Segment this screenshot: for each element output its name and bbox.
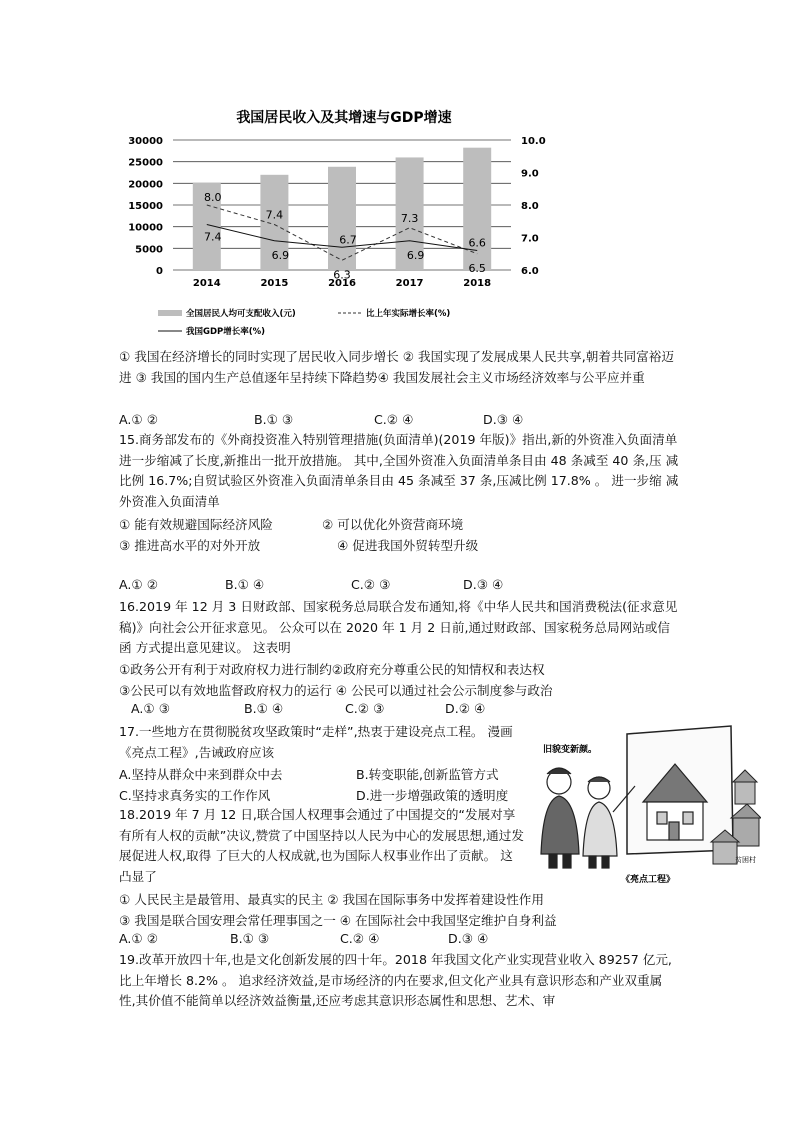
cartoon-speech-text: 旧貌变新颜。 bbox=[543, 745, 598, 755]
x-tick-label: 2014 bbox=[192, 278, 221, 289]
gdp-growth-label: 6.9 bbox=[406, 248, 425, 262]
q17-option-a[interactable]: A.坚持从群众中来到群众中去 bbox=[119, 767, 283, 782]
right-tick-label: 7.0 bbox=[521, 233, 539, 245]
q17-stem: 17.一些地方在贯彻脱贫攻坚政策时“走样”,热衷于建设亮点工程。 漫画《亮点工程》,告诫政府应该 bbox=[119, 724, 513, 760]
cartoon-caption: 《亮点工程》 bbox=[620, 875, 676, 885]
q15-option-a[interactable]: A.① ② bbox=[119, 577, 158, 592]
left-tick-label: 0 bbox=[156, 266, 163, 277]
q14-option-a[interactable]: A.① ② bbox=[119, 412, 158, 427]
q15-statement-1: ① 能有效规避国际经济风险 bbox=[119, 517, 273, 532]
income-growth-label: 8.0 bbox=[204, 191, 222, 204]
q17-option-d[interactable]: D.进一步增强政策的透明度 bbox=[356, 788, 509, 803]
q14-option-d[interactable]: D.③ ④ bbox=[483, 412, 524, 427]
cartoon-liangdian-gongcheng bbox=[535, 722, 761, 888]
q15-statement-4: ④ 促进我国外贸转型升级 bbox=[337, 538, 479, 553]
q18-option-c[interactable]: C.② ④ bbox=[340, 931, 380, 946]
q14-option-c[interactable]: C.② ④ bbox=[374, 412, 414, 427]
legend-solid-label: 我国GDP增长率(%) bbox=[186, 327, 266, 337]
q15-statement-3: ③ 推进高水平的对外开放 bbox=[119, 538, 261, 553]
gdp-growth-label: 7.4 bbox=[204, 230, 222, 244]
right-tick-label: 9.0 bbox=[521, 168, 539, 180]
left-tick-label: 30000 bbox=[128, 136, 163, 147]
q17-option-c[interactable]: C.坚持求真务实的工作作风 bbox=[119, 788, 271, 803]
legend-bar-label: 全国居民人均可支配收入(元) bbox=[186, 309, 296, 319]
q15-stem: 15.商务部发布的《外商投资准入特别管理措施(负面清单)(2019 年版)》指出,新的外资准入负面清单进一步缩减了长度,新推出一批开放措施。 其中,全国外资准入负面清单条目由 48 条减至 40 条,压 减比例 16.7%;自贸试验区外资准入负面清单条目由 45 条减至 37 条,压减比例 17.8% 。 进一步缩 减外资准入负面清单 bbox=[119, 432, 679, 509]
chart-legend bbox=[158, 308, 450, 337]
q16-option-b[interactable]: B.① ④ bbox=[244, 701, 284, 716]
right-tick-label: 8.0 bbox=[521, 201, 539, 212]
x-tick-label: 2017 bbox=[395, 278, 424, 289]
q16-statements-1-2: ①政务公开有利于对政府权力进行制约②政府充分尊重公民的知情权和表达权 bbox=[119, 662, 545, 677]
q16-option-c[interactable]: C.② ③ bbox=[345, 701, 385, 716]
q17-option-b[interactable]: B.转变职能,创新监管方式 bbox=[356, 767, 499, 782]
cartoon-sign-text: 贫困村 bbox=[735, 856, 756, 864]
q19-stem: 19.改革开放四十年,也是文化创新发展的四十年。2018 年我国文化产业实现营业收入 89257 亿元,比上年增长 8.2% 。 追求经济效益,是市场经济的内在要求,但文化产业具有意识形态和产业双重属 性,其价值不能简单以经济效益衡量,还应考虑其意识形态属性和思想、艺术、审 bbox=[119, 952, 672, 1008]
legend-bar-swatch bbox=[158, 310, 182, 316]
q18-stem: 18.2019 年 7 月 12 日,联合国人权理事会通过了中国提交的“发展对享有所有人权的贡献”决议,赞赏了中国坚持以人民为中心的发展思想,通过发展促进人权,取得 了巨大的人权成就,也为国际人权事业作出了贡献。 这凸显了 bbox=[119, 807, 524, 884]
gdp-growth-label: 6.7 bbox=[339, 233, 357, 247]
q18-statements-3-4: ③ 我国是联合国安理会常任理事国之一 ④ 在国际社会中我国坚定维护自身利益 bbox=[119, 913, 557, 928]
chart-bars bbox=[193, 148, 491, 270]
income-gdp-chart bbox=[118, 100, 558, 350]
gdp-growth-label: 6.6 bbox=[468, 236, 486, 250]
x-tick-label: 2018 bbox=[463, 278, 492, 289]
q18-option-a[interactable]: A.① ② bbox=[119, 931, 158, 946]
q16-statements-3-4: ③公民可以有效地监督政府权力的运行 ④ 公民可以通过社会公示制度参与政治 bbox=[119, 683, 553, 698]
legend-dashed-label: 比上年实际增长率(%) bbox=[366, 309, 451, 319]
q16-option-a[interactable]: A.① ③ bbox=[131, 701, 170, 716]
income-bar bbox=[463, 148, 491, 270]
left-axis-ticks bbox=[128, 136, 163, 277]
income-growth-label: 6.3 bbox=[333, 268, 351, 282]
left-tick-label: 20000 bbox=[128, 179, 163, 191]
left-tick-label: 15000 bbox=[128, 201, 163, 212]
q18-option-d[interactable]: D.③ ④ bbox=[448, 931, 489, 946]
q14-statements: ① 我国在经济增长的同时实现了居民收入同步增长 ② 我国实现了发展成果人民共享,朝着共同富裕迈进 ③ 我国的国内生产总值逐年呈持续下降趋势④ 我国发展社会主义市场经济效率与公平应并重 bbox=[119, 349, 674, 385]
q15-option-b[interactable]: B.① ④ bbox=[225, 577, 265, 592]
x-axis-ticks bbox=[193, 278, 491, 289]
q15-option-c[interactable]: C.② ③ bbox=[351, 577, 391, 592]
income-growth-label: 6.5 bbox=[468, 261, 486, 275]
left-tick-label: 25000 bbox=[128, 157, 163, 169]
q18-option-b[interactable]: B.① ③ bbox=[230, 931, 270, 946]
q16-option-d[interactable]: D.② ④ bbox=[445, 701, 486, 716]
left-tick-label: 5000 bbox=[135, 244, 163, 256]
x-tick-label: 2015 bbox=[260, 278, 289, 289]
q15-statement-2: ② 可以优化外资营商环境 bbox=[322, 517, 464, 532]
income-growth-label: 7.3 bbox=[400, 211, 419, 225]
q16-stem: 16.2019 年 12 月 3 日财政部、国家税务总局联合发布通知,将《中华人民共和国消费税法(征求意见 稿)》向社会公开征求意见。 公众可以在 2020 年 1 月 2 日前,通过财政部、国家税务总局网站或信函 方式提出意见建议。 这表明 bbox=[119, 599, 678, 655]
q14-option-b[interactable]: B.① ③ bbox=[254, 412, 294, 427]
right-axis-ticks bbox=[521, 136, 546, 277]
x-tick-label: 2016 bbox=[328, 278, 356, 289]
q18-statements-1-2: ① 人民民主是最管用、最真实的民主 ② 我国在国际事务中发挥着建设性作用 bbox=[119, 892, 544, 907]
left-tick-label: 10000 bbox=[128, 222, 163, 234]
income-growth-label: 7.4 bbox=[265, 208, 284, 222]
q15-option-d[interactable]: D.③ ④ bbox=[463, 577, 504, 592]
chart-title: 我国居民收入及其增速与GDP增速 bbox=[236, 110, 452, 126]
right-tick-label: 10.0 bbox=[521, 136, 546, 147]
right-tick-label: 6.0 bbox=[521, 266, 539, 277]
gdp-growth-label: 6.9 bbox=[271, 248, 290, 262]
